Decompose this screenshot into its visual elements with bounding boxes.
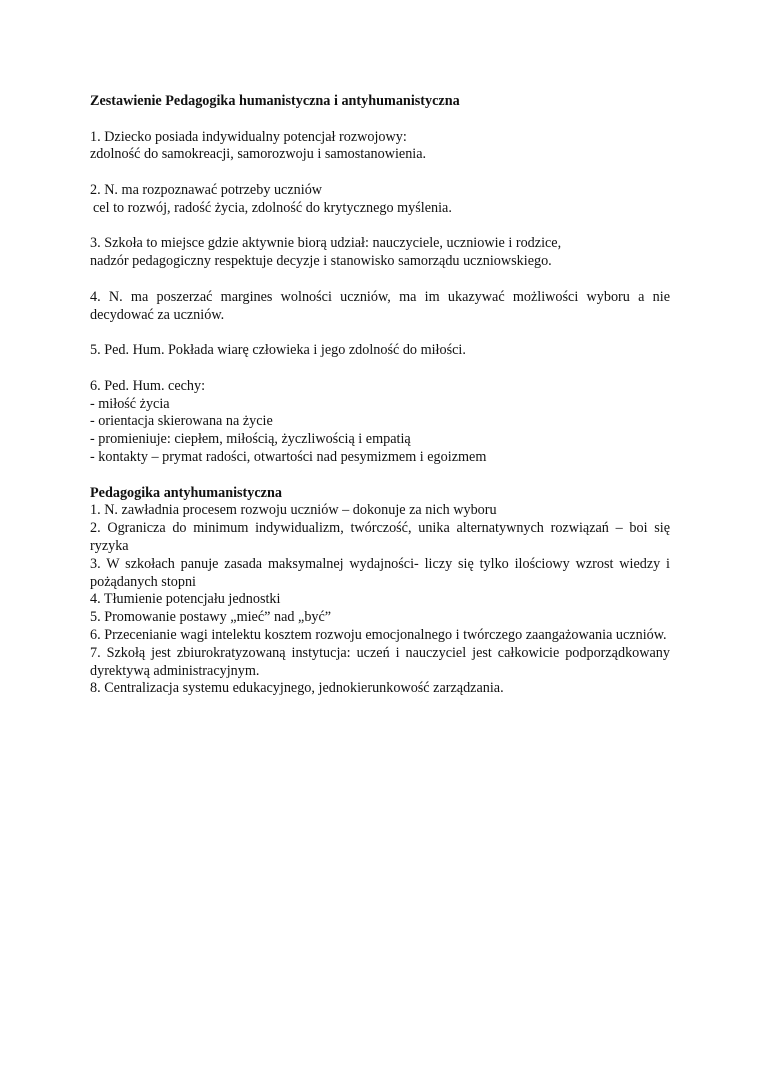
antihumanistic-section [90,485,670,699]
antihumanistic-item: 7. Szkołą jest zbiurokratyzowaną instytucja: uczeń i nauczyciel jest całkowicie podporządkowany dyrektywą administracyjnym. [90,644,670,679]
trait-item: - miłość życia [90,395,170,412]
point-2-line-1: 2. N. ma rozpoznawać potrzeby uczniów [90,181,323,198]
trait-item: - kontakty – prymat radości, otwartości nad pesymizmem i egoizmem [90,448,487,465]
humanistic-point-1 [90,129,670,165]
point-2-line-2: cel to rozwój, radość życia, zdolność do krytycznego myślenia. [93,199,452,216]
point-3-line-1: 3. Szkoła to miejsce gdzie aktywnie biorą udział: nauczyciele, uczniowie i rodzice, [90,235,562,252]
document-title: Zestawienie Pedagogika humanistyczna i antyhumanistyczna [90,93,460,109]
point-1-line-1: 1. Dziecko posiada indywidualny potencjał rozwojowy: [90,128,407,145]
antihumanistic-item: 1. N. zawładnia procesem rozwoju uczniów – dokonuje za nich wyboru [90,502,497,519]
document-page [90,93,670,698]
spacer [90,218,670,236]
trait-item: - promieniuje: ciepłem, miłością, życzliwością i empatią [90,431,411,448]
spacer [90,324,670,342]
humanistic-point-5: 5. Ped. Hum. Pokłada wiarę człowieka i jego zdolność do miłości. [90,342,466,359]
antihumanistic-item: 4. Tłumienie potencjału jednostki [90,591,281,608]
antihumanistic-heading: Pedagogika antyhumanistyczna [90,484,282,501]
spacer [90,111,670,129]
humanistic-point-3 [90,235,670,271]
humanistic-point-6 [90,378,670,467]
trait-item: - orientacja skierowana na życie [90,413,273,430]
humanistic-point-2 [90,182,670,218]
point-3-line-2: nadzór pedagogiczny respektuje decyzje i stanowisko samorządu uczniowskiego. [90,253,552,270]
antihumanistic-item: 5. Promowanie postawy „mieć” nad „być” [90,609,332,626]
point-1-line-2: zdolność do samokreacji, samorozwoju i samostanowienia. [90,146,427,163]
point-6-heading: 6. Ped. Hum. cechy: [90,377,206,394]
antihumanistic-item: 3. W szkołach panuje zasada maksymalnej wydajności- liczy się tylko ilościowy wzrost wiedzy i pożądanych stopni [90,555,670,590]
antihumanistic-item: 2. Ogranicza do minimum indywidualizm, twórczość, unika alternatywnych rozwiązań – boi się ryzyka [90,520,670,554]
spacer [90,164,670,182]
humanistic-point-4: 4. N. ma poszerzać margines wolności uczniów, ma im ukazywać możliwości wyboru a nie decydować za uczniów. [90,288,670,323]
spacer [90,467,670,485]
antihumanistic-item: 6. Przecenianie wagi intelektu kosztem rozwoju emocjonalnego i twórczego zaangażowania uczniów. [90,626,667,643]
antihumanistic-item: 8. Centralizacja systemu edukacyjnego, jednokierunkowość zarządzania. [90,680,504,697]
spacer [90,360,670,378]
spacer [90,271,670,289]
